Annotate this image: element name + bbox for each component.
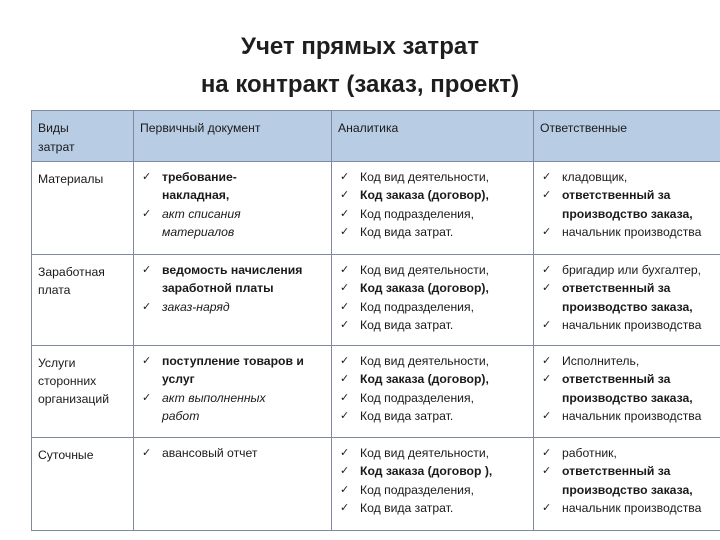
responsible-list xyxy=(540,168,720,241)
check-icon: ✓ xyxy=(542,263,552,276)
cost-type-line: Услуги xyxy=(38,356,76,370)
list-item-text: Код вид деятельности, xyxy=(360,170,490,184)
check-icon: ✓ xyxy=(340,464,350,478)
responsible-cell xyxy=(534,438,720,531)
check-icon: ✓ xyxy=(340,224,350,238)
list-item-text: Код вид деятельности, xyxy=(360,446,490,460)
list-item xyxy=(540,370,720,407)
table-row xyxy=(32,438,720,531)
table-header-row xyxy=(32,111,720,162)
list-item-line: ответственный за xyxy=(562,188,671,203)
analytics-list xyxy=(338,444,528,517)
responsible-cell xyxy=(534,346,720,438)
check-icon: ✓ xyxy=(340,354,350,367)
primary-document-list xyxy=(140,352,326,425)
list-item-text xyxy=(562,225,701,239)
list-item-text: Код вид деятельности, xyxy=(360,263,490,277)
title-line-2: на контракт (заказ, проект) xyxy=(200,71,520,98)
check-icon: ✓ xyxy=(542,354,552,367)
list-item xyxy=(338,168,528,186)
list-item xyxy=(338,279,528,297)
list-item-line: работник, xyxy=(562,446,617,460)
table-row xyxy=(32,162,720,255)
list-item-text xyxy=(162,446,257,460)
list-item-line: начальник производства xyxy=(562,408,702,423)
list-item-text: Код подразделения, xyxy=(360,299,474,314)
primary-document-cell xyxy=(134,255,332,346)
check-icon: ✓ xyxy=(340,170,350,183)
list-item xyxy=(540,316,720,334)
header-cost-type-line-2: затрат xyxy=(38,140,75,154)
direct-costs-table xyxy=(31,110,720,531)
primary-document-list xyxy=(140,444,326,462)
list-item-line: производство заказа, xyxy=(562,299,693,314)
check-icon: ✓ xyxy=(340,299,350,313)
list-item-text xyxy=(162,391,266,423)
responsible-cell xyxy=(534,162,720,255)
list-item-line: начальник производства xyxy=(562,317,702,332)
cost-type-line: сторонних xyxy=(38,374,97,388)
check-icon: ✓ xyxy=(542,170,552,183)
header-analytics: Аналитика xyxy=(332,111,534,162)
list-item-line: производство заказа, xyxy=(562,390,693,405)
cost-type-line: Материалы xyxy=(38,172,104,186)
list-item-line: акт списания xyxy=(162,206,241,221)
list-item-text: Код заказа (договор), xyxy=(360,281,489,296)
responsible-list xyxy=(540,352,720,425)
list-item-line: начальник производства xyxy=(562,224,702,239)
list-item-line: требование- xyxy=(162,170,237,184)
check-icon: ✓ xyxy=(142,299,152,313)
check-icon: ✓ xyxy=(340,317,350,331)
check-icon: ✓ xyxy=(340,281,350,295)
analytics-list xyxy=(338,168,528,241)
check-icon: ✓ xyxy=(340,408,350,422)
list-item xyxy=(338,186,528,204)
check-icon: ✓ xyxy=(542,500,552,514)
list-item-text: Код вида затрат. xyxy=(360,224,454,239)
list-item xyxy=(338,205,528,223)
list-item-line: накладная, xyxy=(162,188,230,203)
header-cost-type xyxy=(32,111,134,162)
list-item-line: заказ-наряд xyxy=(162,299,230,314)
list-item-text: Код вида затрат. xyxy=(360,500,454,515)
cost-type-line: Суточные xyxy=(38,448,94,462)
check-icon: ✓ xyxy=(142,446,152,459)
list-item xyxy=(338,389,528,407)
cost-type-cell xyxy=(32,255,134,346)
primary-document-list xyxy=(140,261,326,316)
cost-type-line: плата xyxy=(38,283,71,297)
list-item-text: Код вида затрат. xyxy=(360,317,454,332)
title-line-1: Учет прямых затрат xyxy=(241,33,479,60)
cost-type-cell xyxy=(32,162,134,255)
list-item xyxy=(140,389,326,426)
list-item xyxy=(338,407,528,425)
cost-type-line: Заработная xyxy=(38,265,105,279)
list-item-line: ответственный за xyxy=(562,281,671,296)
list-item xyxy=(140,352,326,389)
check-icon: ✓ xyxy=(142,170,152,183)
analytics-cell xyxy=(332,346,534,438)
check-icon: ✓ xyxy=(340,482,350,496)
list-item-line: поступление товаров и xyxy=(162,354,304,368)
analytics-list xyxy=(338,352,528,425)
list-item xyxy=(338,261,528,279)
list-item xyxy=(140,444,326,462)
list-item-text xyxy=(562,170,627,184)
table-row xyxy=(32,255,720,346)
list-item-text: Код подразделения, xyxy=(360,206,474,221)
list-item xyxy=(338,444,528,462)
list-item-text: Код подразделения, xyxy=(360,482,474,497)
list-item-text: Код подразделения, xyxy=(360,390,474,405)
list-item xyxy=(540,462,720,499)
list-item-line: кладовщик, xyxy=(562,170,628,184)
list-item-text: Код заказа (договор ), xyxy=(360,464,493,479)
check-icon: ✓ xyxy=(340,372,350,386)
header-primary-document: Первичный документ xyxy=(134,111,332,162)
analytics-cell xyxy=(332,255,534,346)
list-item xyxy=(540,168,720,186)
primary-document-cell xyxy=(134,346,332,438)
list-item-text xyxy=(562,318,701,332)
list-item-text xyxy=(562,446,617,460)
list-item-line: услуг xyxy=(162,372,195,387)
list-item xyxy=(338,462,528,480)
check-icon: ✓ xyxy=(340,390,350,404)
primary-document-cell xyxy=(134,438,332,531)
primary-document-cell xyxy=(134,162,332,255)
list-item-text xyxy=(562,188,693,220)
list-item xyxy=(540,444,720,462)
check-icon: ✓ xyxy=(542,464,552,478)
analytics-list xyxy=(338,261,528,334)
cost-type-cell xyxy=(32,438,134,531)
list-item-text: Код вид деятельности, xyxy=(360,354,490,368)
page-title xyxy=(0,28,720,104)
list-item-text xyxy=(562,501,701,515)
table-row xyxy=(32,346,720,438)
check-icon: ✓ xyxy=(542,446,552,459)
header-responsible: Ответственные xyxy=(534,111,720,162)
cost-type-line: организаций xyxy=(38,392,110,406)
list-item-text xyxy=(162,354,304,386)
list-item xyxy=(338,298,528,316)
list-item-text xyxy=(562,263,701,277)
responsible-list xyxy=(540,261,720,334)
list-item-text xyxy=(162,207,241,239)
check-icon: ✓ xyxy=(142,390,152,404)
check-icon: ✓ xyxy=(340,263,350,276)
check-icon: ✓ xyxy=(542,372,552,386)
list-item-text xyxy=(562,409,701,423)
list-item-text: Код заказа (договор), xyxy=(360,188,489,203)
list-item-text xyxy=(162,170,237,202)
list-item-line: материалов xyxy=(162,224,235,239)
check-icon: ✓ xyxy=(340,446,350,459)
list-item-text xyxy=(162,263,302,295)
check-icon: ✓ xyxy=(340,500,350,514)
list-item xyxy=(540,261,720,279)
list-item-line: бригадир или бухгалтер, xyxy=(562,263,702,277)
responsible-cell xyxy=(534,255,720,346)
check-icon: ✓ xyxy=(542,224,552,238)
list-item xyxy=(338,316,528,334)
check-icon: ✓ xyxy=(340,206,350,220)
list-item-line: начальник производства xyxy=(562,500,702,515)
list-item-line: ответственный за xyxy=(562,372,671,387)
list-item-line: акт выполненных xyxy=(162,390,266,405)
primary-document-list xyxy=(140,168,326,241)
list-item xyxy=(140,205,326,242)
list-item-line: ответственный за xyxy=(562,464,671,479)
list-item xyxy=(140,261,326,298)
list-item xyxy=(540,223,720,241)
list-item xyxy=(140,168,326,205)
header-cost-type-line-1: Виды xyxy=(38,121,69,135)
list-item-text: Код заказа (договор), xyxy=(360,372,489,387)
list-item xyxy=(540,407,720,425)
check-icon: ✓ xyxy=(542,188,552,202)
list-item-text xyxy=(562,354,639,368)
list-item xyxy=(338,499,528,517)
check-icon: ✓ xyxy=(142,354,152,367)
list-item-line: Исполнитель, xyxy=(562,354,640,368)
list-item-text xyxy=(562,464,693,496)
list-item xyxy=(540,279,720,316)
analytics-cell xyxy=(332,162,534,255)
list-item-line: производство заказа, xyxy=(562,206,693,221)
list-item-text: Код вида затрат. xyxy=(360,408,454,423)
list-item xyxy=(540,186,720,223)
list-item-line: заработной платы xyxy=(162,281,274,296)
check-icon: ✓ xyxy=(542,317,552,331)
list-item xyxy=(540,499,720,517)
list-item-text xyxy=(562,281,693,313)
list-item-line: авансовый отчет xyxy=(162,446,258,460)
responsible-list xyxy=(540,444,720,517)
cost-type-cell xyxy=(32,346,134,438)
list-item xyxy=(338,352,528,370)
list-item-line: работ xyxy=(162,408,200,423)
list-item xyxy=(338,223,528,241)
check-icon: ✓ xyxy=(542,408,552,422)
list-item-line: производство заказа, xyxy=(562,482,693,497)
list-item-text xyxy=(562,372,693,404)
check-icon: ✓ xyxy=(542,281,552,295)
analytics-cell xyxy=(332,438,534,531)
check-icon: ✓ xyxy=(340,188,350,202)
list-item-line: ведомость начисления xyxy=(162,263,303,277)
list-item xyxy=(540,352,720,370)
list-item xyxy=(338,481,528,499)
check-icon: ✓ xyxy=(142,206,152,220)
list-item-text xyxy=(162,300,230,314)
list-item xyxy=(140,298,326,316)
list-item xyxy=(338,370,528,388)
check-icon: ✓ xyxy=(142,263,152,276)
